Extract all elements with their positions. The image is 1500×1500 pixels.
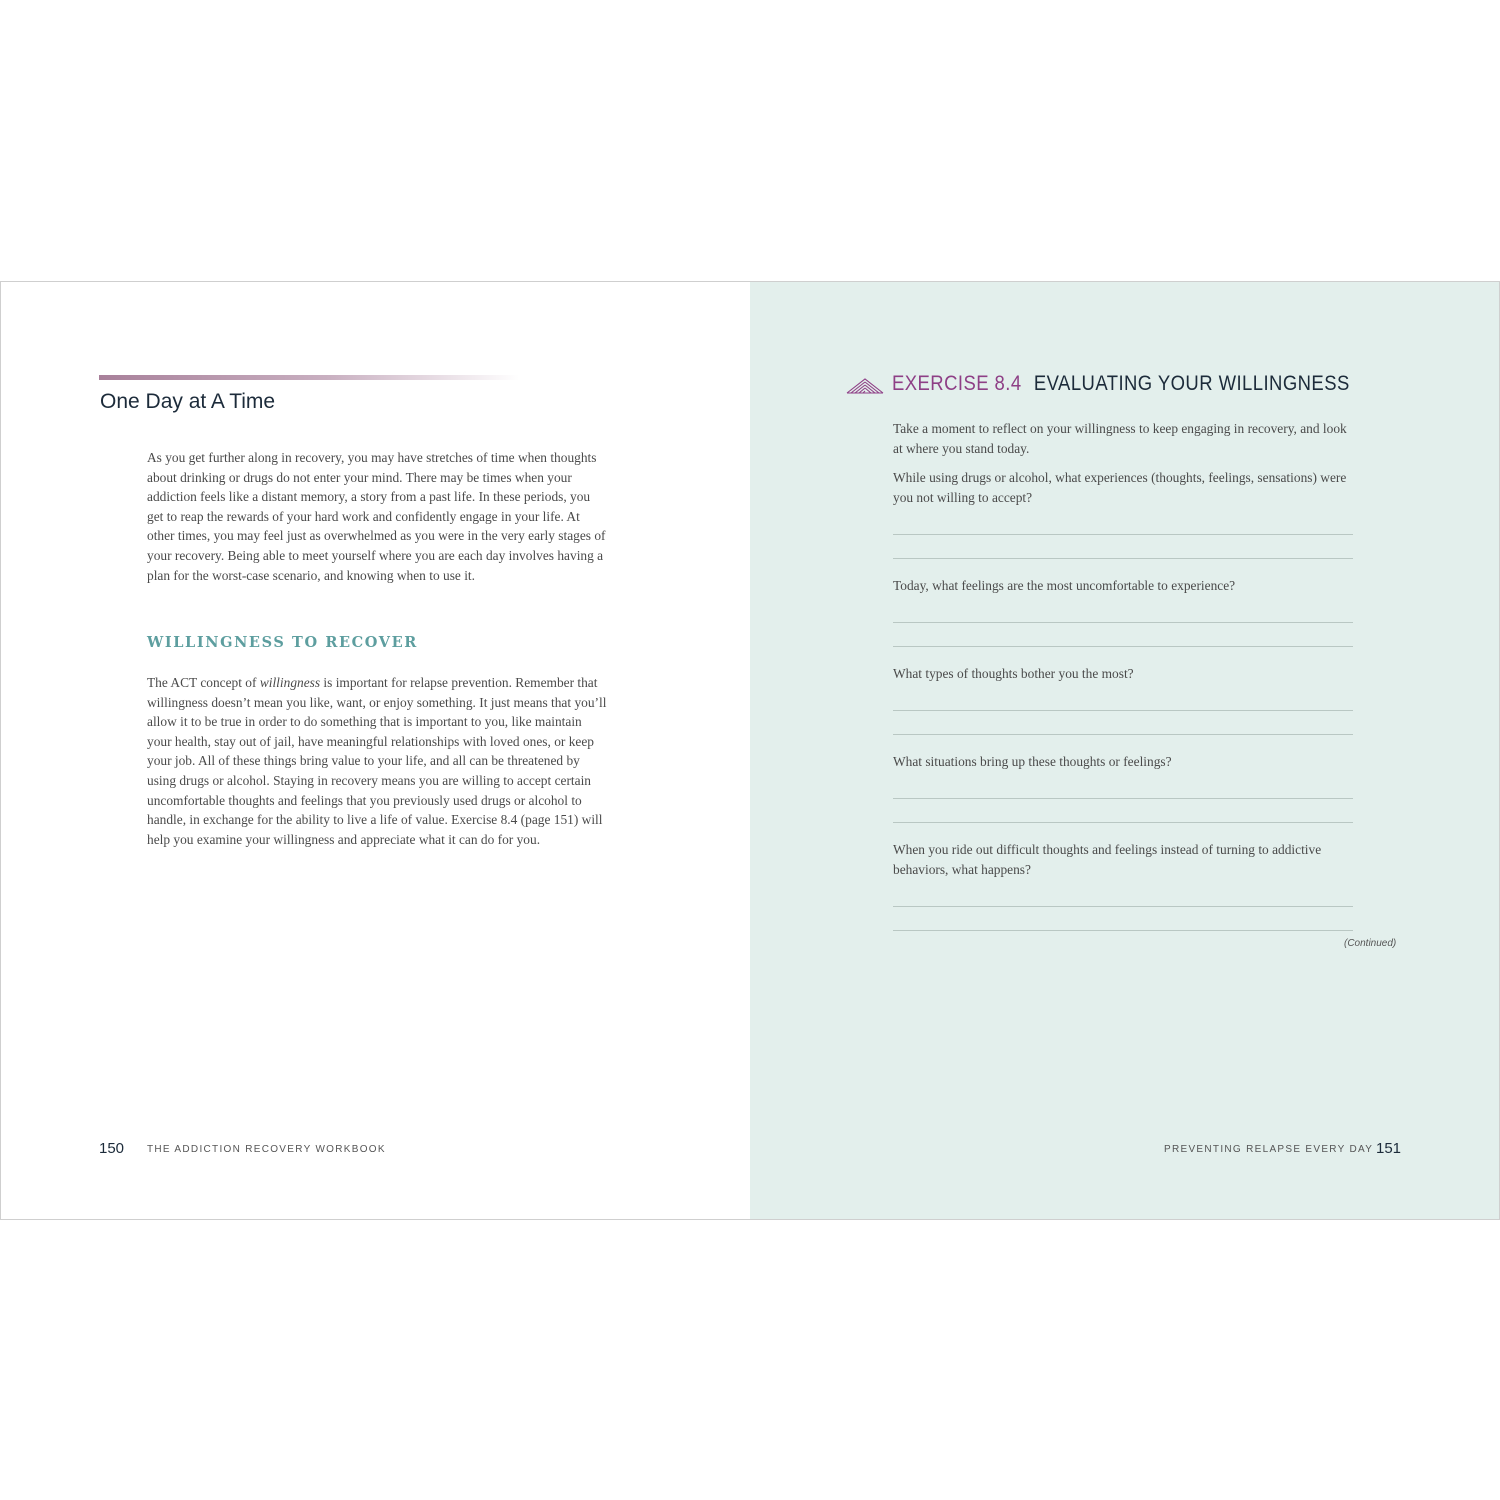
answer-line[interactable] [893, 646, 1353, 647]
section-title: One Day at A Time [100, 390, 276, 413]
paragraph-text: The ACT concept of [147, 675, 260, 690]
paragraph-text: is important for relapse prevention. Remember that willingness doesn’t mean you like, want, or enjoy something. It just means that you’ll allow it to be true in order to do something that is important to you, like maintain your health, stay out of jail, have meaningful relationships with loved ones, or keep your job. All of these things bring value to your life, and all can be threatened by using drugs or alcohol. Staying in recovery means you are willing to accept certain uncomfortable thoughts and feelings that you previously used drugs or alcohol to handle, in exchange for the ability to live a life of value. Exercise 8.4 (page 151) will help you examine your willingness and appreciate what it can do for you. [147, 675, 607, 847]
running-head-right: PREVENTING RELAPSE EVERY DAY [1164, 1144, 1374, 1155]
exercise-title: EVALUATING YOUR WILLINGNESS [1033, 372, 1350, 395]
exercise-heading [892, 372, 1350, 396]
book-spread [0, 281, 1500, 1220]
page-number-left: 150 [99, 1140, 125, 1157]
answer-line[interactable] [893, 734, 1353, 735]
answer-line[interactable] [893, 930, 1353, 931]
exercise-number: EXERCISE 8.4 [892, 372, 1022, 395]
question-5: When you ride out difficult thoughts and feelings instead of turning to addictive behaviors, what happens? [893, 842, 1322, 877]
answer-line[interactable] [893, 534, 1353, 535]
left-page [1, 282, 750, 1219]
willingness-paragraph [147, 673, 609, 849]
intro-paragraph: As you get further along in recovery, you may have stretches of time when thoughts about drinking or drugs do not enter your mind. There may be times when your addiction feels like a distant memory, a story from a past life. In these periods, you get to reap the rewards of your hard work and confidently engage in your life. At other times, you may feel just as overwhelmed as you were in the very early stages of your recovery. Being able to meet yourself where you are each day involves having a plan for the worst-case scenario, and knowing when to use it. [147, 450, 606, 583]
subheading: WILLINGNESS TO RECOVER [147, 634, 418, 651]
answer-line[interactable] [893, 798, 1353, 799]
page-number-right: 151 [1376, 1140, 1402, 1157]
emphasis-willingness: willingness [259, 675, 321, 690]
question-1: While using drugs or alcohol, what experiences (thoughts, feelings, sensations) were you not willing to accept? [893, 470, 1347, 505]
question-4: What situations bring up these thoughts or feelings? [893, 754, 1172, 769]
question-2: Today, what feelings are the most uncomfortable to experience? [893, 578, 1236, 593]
answer-line[interactable] [893, 622, 1353, 623]
running-head-left: THE ADDICTION RECOVERY WORKBOOK [147, 1144, 386, 1155]
answer-line[interactable] [893, 822, 1353, 823]
section-rule [99, 375, 519, 380]
question-3: What types of thoughts bother you the most? [893, 666, 1134, 681]
answer-line[interactable] [893, 906, 1353, 907]
answer-line[interactable] [893, 558, 1353, 559]
exercise-intro: Take a moment to reflect on your willingness to keep engaging in recovery, and look at where you stand today. [893, 421, 1347, 456]
right-page [750, 282, 1499, 1219]
answer-line[interactable] [893, 710, 1353, 711]
mountain-lines-icon [846, 378, 884, 394]
continued-note: (Continued) [1344, 938, 1397, 949]
